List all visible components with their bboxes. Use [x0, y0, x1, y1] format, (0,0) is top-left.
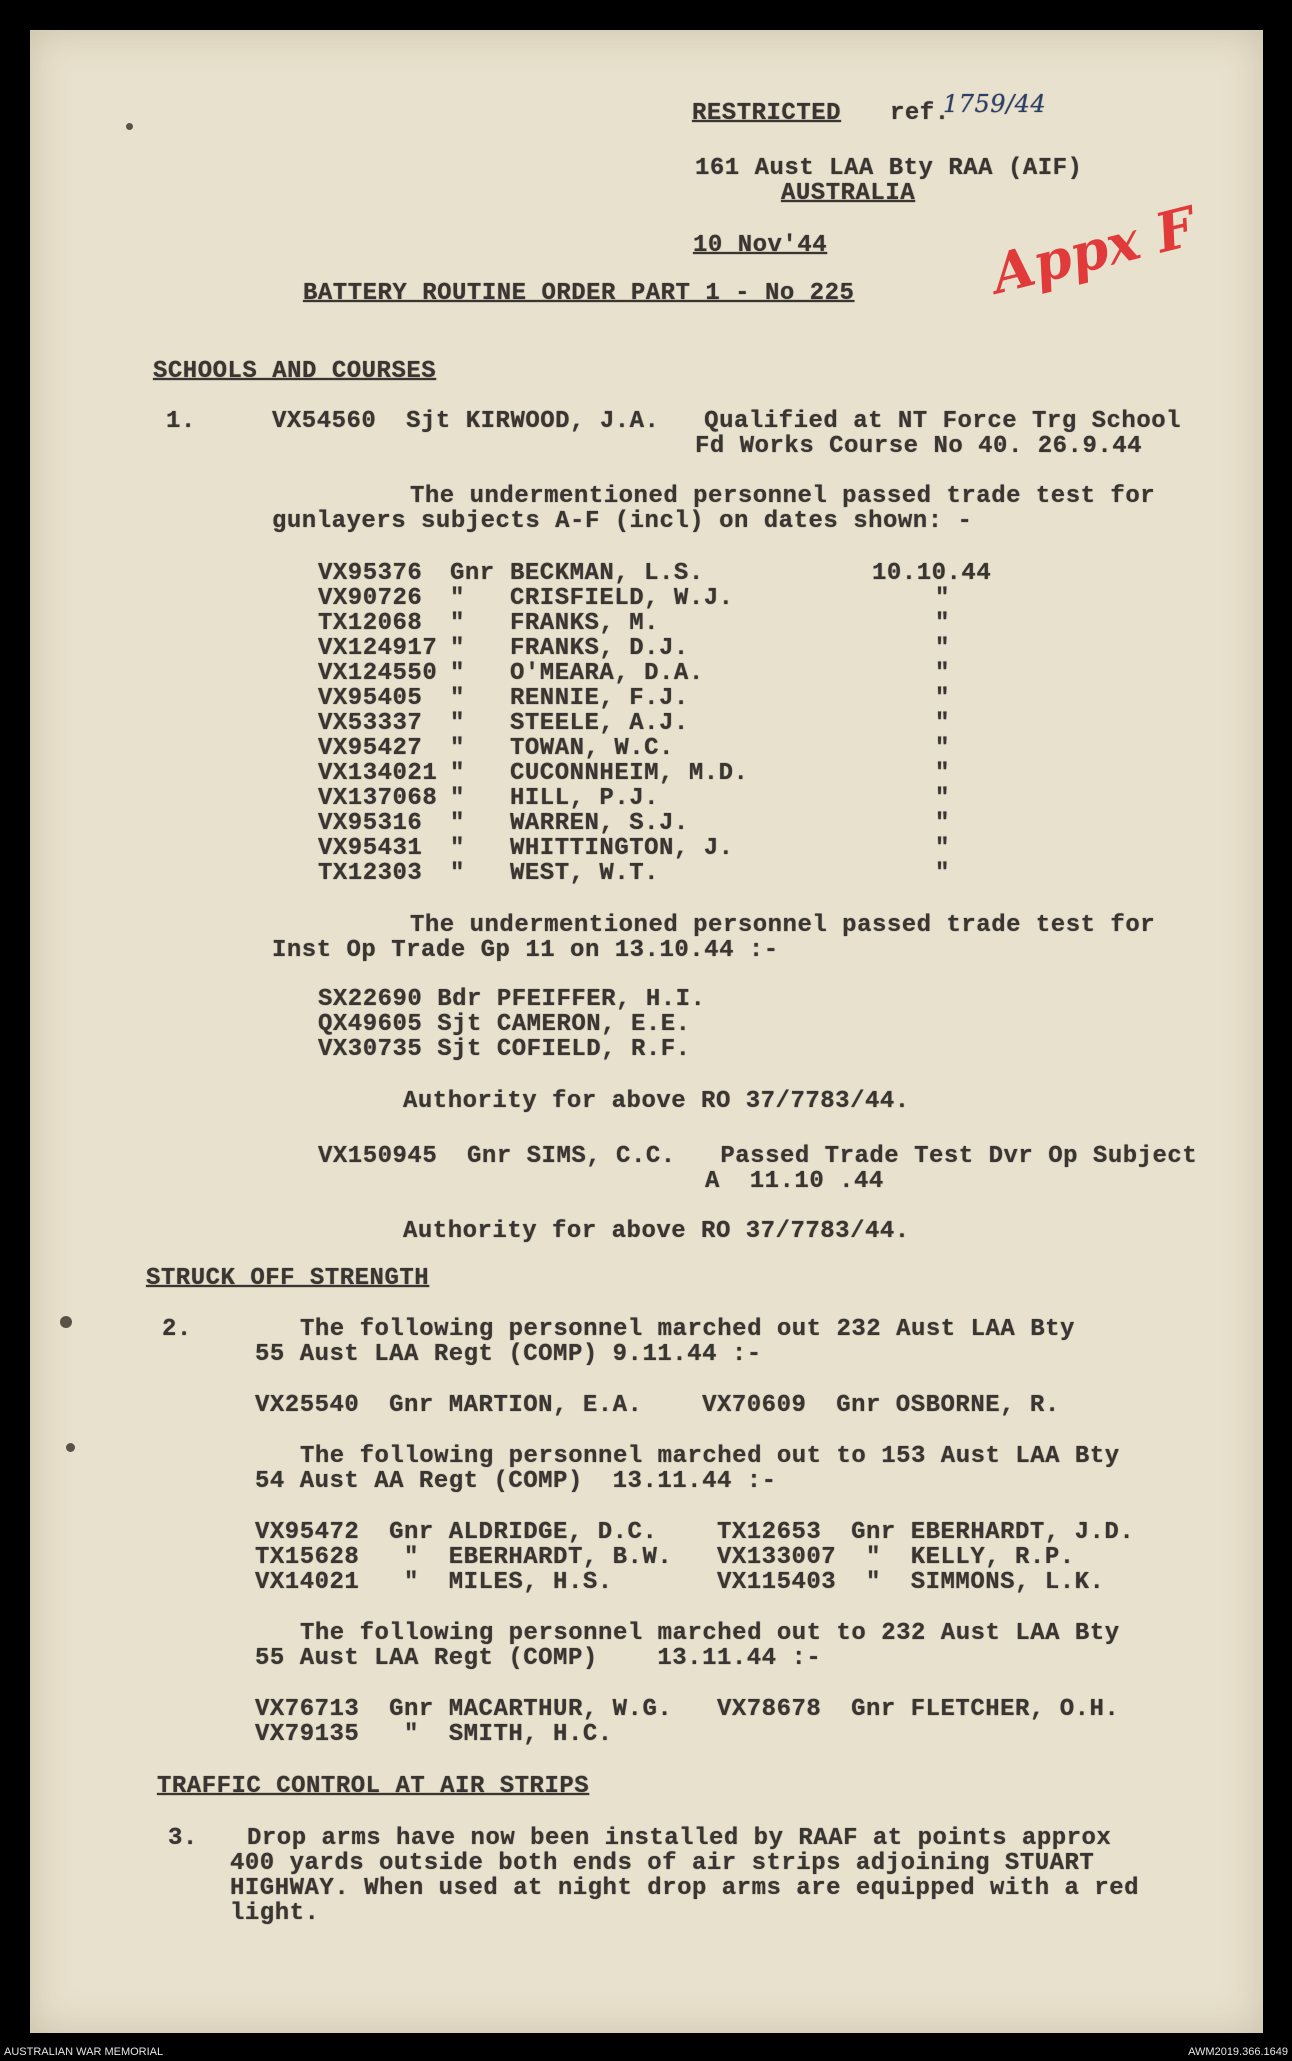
list-cell-name: TOWAN, W.C.	[510, 735, 674, 762]
list-cell-no: VX95427	[318, 735, 423, 762]
list-item: VX30735 Sjt COFIELD, R.F.	[318, 1036, 691, 1063]
footer-source: AUSTRALIAN WAR MEMORIAL	[4, 2046, 164, 2058]
appendix-annotation: Appx F	[985, 193, 1202, 307]
order-date: 10 Nov'44	[693, 232, 828, 259]
list-cell-name: BECKMAN, L.S.	[510, 560, 704, 587]
list-item: VX76713 Gnr MACARTHUR, W.G. VX78678 Gnr FLETCHER, O.H.	[255, 1696, 1120, 1723]
list-cell-rank: "	[450, 610, 465, 637]
document-title: BATTERY ROUTINE ORDER PART 1 - No 225	[303, 280, 855, 307]
sims-entry-line1: VX150945 Gnr SIMS, C.C. Passed Trade Test Dvr Op Subject	[318, 1143, 1198, 1170]
section-number-3: 3.	[168, 1825, 198, 1852]
list-cell-rank: "	[450, 635, 465, 662]
list-cell-no: VX134021	[318, 760, 438, 787]
list-cell-name: CRISFIELD, W.J.	[510, 585, 734, 612]
list-item: VX95472 Gnr ALDRIDGE, D.C. TX12653 Gnr EBERHARDT, J.D.	[255, 1519, 1135, 1546]
list-cell-date: "	[935, 685, 950, 712]
list-cell-no: VX90726	[318, 585, 423, 612]
list-cell-date: "	[935, 835, 950, 862]
instop-intro-line1: The undermentioned personnel passed trade test for	[410, 912, 1156, 939]
section-heading-traffic: TRAFFIC CONTROL AT AIR STRIPS	[157, 1773, 590, 1800]
gunlayers-intro-line1: The undermentioned personnel passed trade test for	[410, 483, 1156, 510]
list-cell-date: "	[935, 660, 950, 687]
list-cell-no: TX12068	[318, 610, 423, 637]
footer-accession: AWM2019.366.1649	[1188, 2046, 1288, 2058]
kirwood-entry-line2: Fd Works Course No 40. 26.9.44	[695, 433, 1143, 460]
list-item: VX25540 Gnr MARTION, E.A. VX70609 Gnr OSBORNE, R.	[255, 1392, 1060, 1419]
list-item: VX79135 " SMITH, H.C.	[255, 1721, 613, 1748]
section-heading-struck-off: STRUCK OFF STRENGTH	[146, 1265, 430, 1292]
list-cell-date: 10.10.44	[872, 560, 992, 587]
list-cell-rank: "	[450, 810, 465, 837]
list-cell-date: "	[935, 760, 950, 787]
list-cell-rank: "	[450, 660, 465, 687]
gunlayers-intro-line2: gunlayers subjects A-F (incl) on dates shown: -	[272, 508, 973, 535]
list-cell-date: "	[935, 735, 950, 762]
list-cell-rank: "	[450, 860, 465, 887]
authority-note: Authority for above RO 37/7783/44.	[403, 1088, 910, 1115]
list-cell-name: STEELE, A.J.	[510, 710, 689, 737]
marched-out-intro-line1: The following personnel marched out to 153 Aust LAA Bty	[300, 1443, 1120, 1470]
list-cell-no: VX95316	[318, 810, 423, 837]
ref-number: 1759/44	[943, 90, 1047, 118]
paper-speck	[66, 1443, 75, 1452]
list-cell-no: VX124550	[318, 660, 438, 687]
list-cell-date: "	[935, 710, 950, 737]
section-number-1: 1.	[166, 408, 196, 435]
list-cell-date: "	[935, 635, 950, 662]
list-cell-rank: "	[450, 835, 465, 862]
list-cell-rank: "	[450, 785, 465, 812]
country: AUSTRALIA	[781, 180, 916, 207]
list-cell-no: VX95405	[318, 685, 423, 712]
restricted-marking: RESTRICTED	[692, 100, 842, 127]
paragraph-line: light.	[230, 1900, 320, 1927]
list-item: TX15628 " EBERHARDT, B.W. VX133007 " KELLY, R.P.	[255, 1544, 1075, 1571]
list-cell-name: CUCONNHEIM, M.D.	[510, 760, 749, 787]
marched-out-intro-line2: 54 Aust AA Regt (COMP) 13.11.44 :-	[255, 1468, 777, 1495]
list-cell-date: "	[935, 785, 950, 812]
list-cell-rank: "	[450, 735, 465, 762]
list-cell-date: "	[935, 585, 950, 612]
list-cell-rank: Gnr	[450, 560, 495, 587]
list-cell-date: "	[935, 810, 950, 837]
paper-speck	[126, 123, 133, 130]
list-cell-no: VX137068	[318, 785, 438, 812]
list-cell-name: HILL, P.J.	[510, 785, 660, 812]
list-cell-name: O'MEARA, D.A.	[510, 660, 704, 687]
marched-out-intro-line1: The following personnel marched out to 232 Aust LAA Bty	[300, 1620, 1120, 1647]
marched-out-intro-line1: The following personnel marched out 232 Aust LAA Bty	[300, 1316, 1075, 1343]
list-cell-name: RENNIE, F.J.	[510, 685, 689, 712]
instop-intro-line2: Inst Op Trade Gp 11 on 13.10.44 :-	[272, 937, 779, 964]
list-cell-rank: "	[450, 760, 465, 787]
list-cell-name: FRANKS, M.	[510, 610, 660, 637]
list-cell-no: VX53337	[318, 710, 423, 737]
list-cell-no: TX12303	[318, 860, 423, 887]
unit-name: 161 Aust LAA Bty RAA (AIF)	[695, 155, 1083, 182]
paragraph-line: HIGHWAY. When used at night drop arms are equipped with a red	[230, 1875, 1140, 1902]
list-cell-name: WHITTINGTON, J.	[510, 835, 734, 862]
kirwood-entry-line1: VX54560 Sjt KIRWOOD, J.A. Qualified at NT Force Trg School	[272, 408, 1182, 435]
list-item: VX14021 " MILES, H.S. VX115403 " SIMMONS, L.K.	[255, 1569, 1105, 1596]
list-cell-no: VX124917	[318, 635, 438, 662]
list-cell-rank: "	[450, 585, 465, 612]
list-item: SX22690 Bdr PFEIFFER, H.I.	[318, 986, 706, 1013]
list-cell-name: FRANKS, D.J.	[510, 635, 689, 662]
list-cell-name: WARREN, S.J.	[510, 810, 689, 837]
authority-note: Authority for above RO 37/7783/44.	[403, 1218, 910, 1245]
sims-entry-line2: A 11.10 .44	[705, 1168, 884, 1195]
list-cell-no: VX95376	[318, 560, 423, 587]
list-item: QX49605 Sjt CAMERON, E.E.	[318, 1011, 691, 1038]
section-heading-schools: SCHOOLS AND COURSES	[153, 358, 437, 385]
paragraph-line: 400 yards outside both ends of air strips adjoining STUART	[230, 1850, 1095, 1877]
list-cell-rank: "	[450, 710, 465, 737]
paper-speck	[60, 1316, 72, 1328]
paragraph-line: Drop arms have now been installed by RAAF at points approx	[247, 1825, 1112, 1852]
marched-out-intro-line2: 55 Aust LAA Regt (COMP) 13.11.44 :-	[255, 1645, 822, 1672]
list-cell-date: "	[935, 610, 950, 637]
list-cell-rank: "	[450, 685, 465, 712]
list-cell-no: VX95431	[318, 835, 423, 862]
marched-out-intro-line2: 55 Aust LAA Regt (COMP) 9.11.44 :-	[255, 1341, 762, 1368]
section-number-2: 2.	[162, 1316, 192, 1343]
ref-label: ref.	[890, 100, 950, 127]
list-cell-date: "	[935, 860, 950, 887]
list-cell-name: WEST, W.T.	[510, 860, 660, 887]
